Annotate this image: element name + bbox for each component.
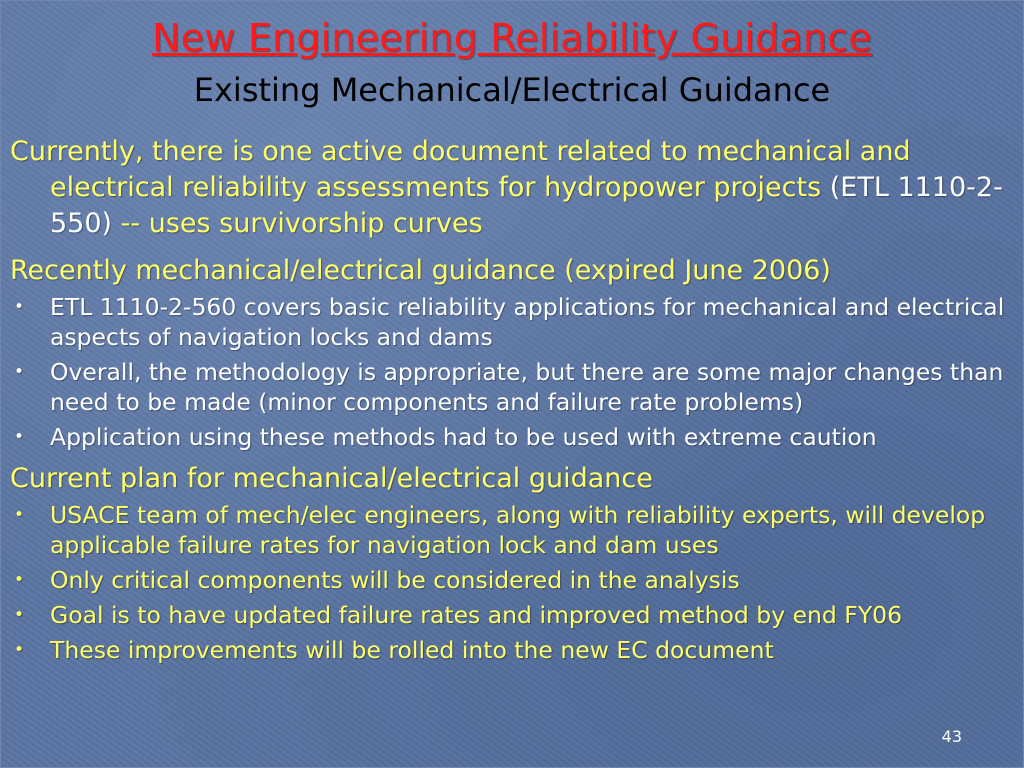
list-item: • USACE team of mech/elec engineers, along with reliability experts, will develop applicable failure rates for navigation lock and dam uses	[14, 501, 986, 559]
bullet-icon: •	[14, 640, 25, 660]
recent-guidance-heading: Recently mechanical/electrical guidance (expired June 2006)	[10, 255, 831, 286]
intro-text-part-1: Currently, there is one active document related to mechanical and electrical reliability assessments for hydropower projects	[10, 136, 911, 203]
slide-title: New Engineering Reliability Guidance	[152, 16, 872, 60]
slide-subtitle: Existing Mechanical/Electrical Guidance	[193, 71, 831, 109]
list-item: • These improvements will be rolled into the new EC document	[14, 636, 774, 664]
intro-text-etl-reference: (ETL 1110-2-550)	[50, 172, 1003, 239]
recent-guidance-list	[10, 292, 1014, 452]
current-plan-heading: Current plan for mechanical/electrical guidance	[10, 463, 653, 494]
intro-paragraph	[10, 134, 1014, 242]
bullet-icon: •	[14, 605, 25, 625]
bullet-icon: •	[14, 570, 25, 590]
list-item: • Overall, the methodology is appropriate, but there are some major changes than need to be made (minor components and failure rate problems)	[14, 358, 1004, 416]
bullet-icon: •	[14, 505, 25, 525]
bullet-icon: •	[14, 297, 25, 317]
list-item: • Goal is to have updated failure rates and improved method by end FY06	[14, 601, 903, 629]
bullet-icon: •	[14, 427, 25, 447]
intro-text-part-2: -- uses survivorship curves	[120, 208, 483, 239]
list-item: • Only critical components will be considered in the analysis	[14, 566, 740, 594]
current-plan-list	[10, 500, 1014, 665]
list-item: • Application using these methods had to be used with extreme caution	[14, 423, 877, 451]
list-item: • ETL 1110-2-560 covers basic reliability applications for mechanical and electrical aspects of navigation locks and dams	[14, 293, 1005, 351]
slide-body	[10, 134, 1014, 675]
bullet-icon: •	[14, 362, 25, 382]
page-number: 43	[941, 727, 962, 746]
